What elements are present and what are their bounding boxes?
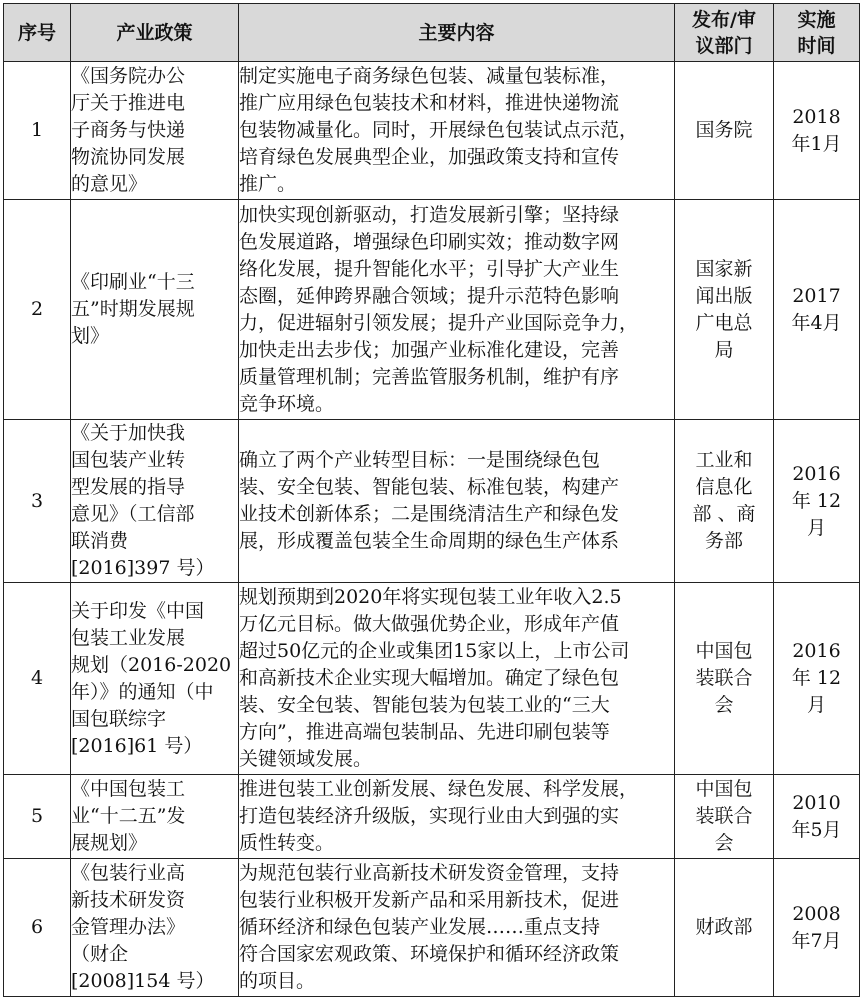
row-no: 5 bbox=[4, 775, 71, 859]
policy-table bbox=[3, 3, 860, 997]
row-content: 规划预期到2020年将实现包装工业年收入2.5 万亿元目标。做大做强优势企业，形成年产值 超过50亿元的企业或集团15家以上，上市公司 和高新技术企业实现大幅增加。确定了绿色包 装、安全包装、智能包装为包装工业的“三大 方向”，推进高端包装制品、先进印刷包装等 关键领域发展。 bbox=[239, 583, 675, 775]
row-dept: 中国包 装联合 会 bbox=[675, 583, 774, 775]
row-date: 2018 年1月 bbox=[774, 62, 860, 200]
row-dept: 中国包 装联合 会 bbox=[675, 775, 774, 859]
row-dept: 财政部 bbox=[675, 859, 774, 997]
row-no: 4 bbox=[4, 583, 71, 775]
header-content: 主要内容 bbox=[239, 4, 675, 62]
row-no: 6 bbox=[4, 859, 71, 997]
row-no: 3 bbox=[4, 420, 71, 583]
row-policy: 《印刷业“十三 五”时期发展规 划》 bbox=[71, 200, 239, 420]
row-date: 2017 年4月 bbox=[774, 200, 860, 420]
row-policy: 《关于加快我 国包装产业转 型发展的指导 意见》（工信部 联消费 [2016]397 号） bbox=[71, 420, 239, 583]
row-dept: 工业和 信息化 部 、商 务部 bbox=[675, 420, 774, 583]
table-row bbox=[4, 859, 860, 997]
row-policy: 《包装行业高 新技术研发资 金管理办法》 （财企 [2008]154 号） bbox=[71, 859, 239, 997]
table-row bbox=[4, 200, 860, 420]
row-content: 加快实现创新驱动，打造发展新引擎；坚持绿 色发展道路，增强绿色印刷实效；推动数字网 络化发展，提升智能化水平；引导扩大产业生 态圈，延伸跨界融合领域；提升示范特色影响 力，促进辐射引领发展；提升产业国际竞争力， 加快走出去步伐；加强产业标准化建设，完善 质量管理机制；完善监管服务机制，维护有序 竞争环境。 bbox=[239, 200, 675, 420]
row-date: 2016 年 12 月 bbox=[774, 420, 860, 583]
policy-table-page bbox=[3, 3, 859, 997]
table-row bbox=[4, 583, 860, 775]
row-content: 为规范包装行业高新技术研发资金管理，支持 包装行业积极开发新产品和采用新技术，促进 循环经济和绿色包装产业发展……重点支持 符合国家宏观政策、环境保护和循环经济政策 的项目。 bbox=[239, 859, 675, 997]
header-row bbox=[4, 4, 860, 62]
row-policy: 《中国包装工 业“十二五”发 展规划》 bbox=[71, 775, 239, 859]
row-date: 2016 年 12 月 bbox=[774, 583, 860, 775]
header-no: 序号 bbox=[4, 4, 71, 62]
row-content: 推进包装工业创新发展、绿色发展、科学发展， 打造包装经济升级版，实现行业由大到强的实 质性转变。 bbox=[239, 775, 675, 859]
row-date: 2010 年5月 bbox=[774, 775, 860, 859]
row-policy: 关于印发《中国 包装工业发展 规划（2016-2020 年）》的通知（中 国包联综字 [2016]61 号） bbox=[71, 583, 239, 775]
table-row bbox=[4, 62, 860, 200]
row-no: 2 bbox=[4, 200, 71, 420]
row-date: 2008 年7月 bbox=[774, 859, 860, 997]
header-date: 实施 时间 bbox=[774, 4, 860, 62]
header-dept: 发布/审 议部门 bbox=[675, 4, 774, 62]
row-dept: 国家新 闻出版 广电总 局 bbox=[675, 200, 774, 420]
row-content: 确立了两个产业转型目标：一是围绕绿色包 装、安全包装、智能包装、标准包装，构建产 业技术创新体系；二是围绕清洁生产和绿色发 展，形成覆盖包装全生命周期的绿色生产体系 bbox=[239, 420, 675, 583]
row-policy: 《国务院办公 厅关于推进电 子商务与快递 物流协同发展 的意见》 bbox=[71, 62, 239, 200]
table-row bbox=[4, 420, 860, 583]
row-no: 1 bbox=[4, 62, 71, 200]
table-row bbox=[4, 775, 860, 859]
row-content: 制定实施电子商务绿色包装、减量包装标准， 推广应用绿色包装技术和材料，推进快递物流 包装物减量化。同时，开展绿色包装试点示范， 培育绿色发展典型企业，加强政策支持和宣传 推广。 bbox=[239, 62, 675, 200]
row-dept: 国务院 bbox=[675, 62, 774, 200]
header-policy: 产业政策 bbox=[71, 4, 239, 62]
